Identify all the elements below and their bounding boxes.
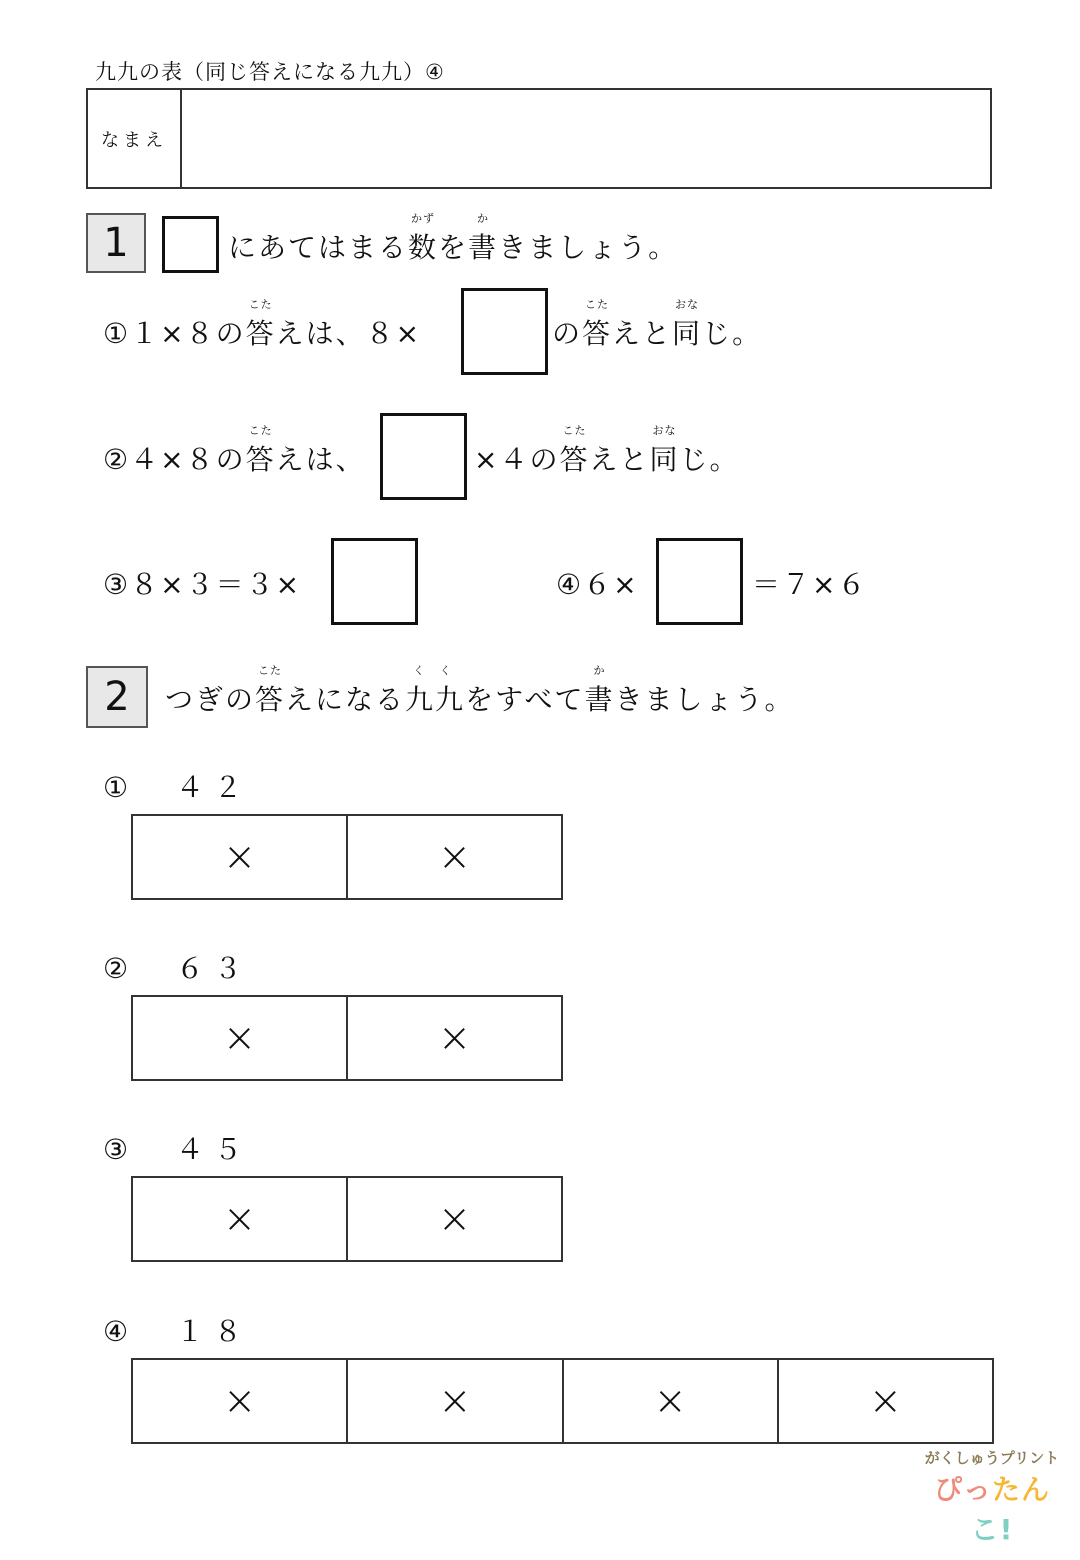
kanji-text: 同 [672,317,703,350]
section-1-number: 1 [86,213,146,273]
ruby-kazu [408,212,439,266]
answer-cell[interactable]: × [868,1378,903,1424]
ruby-ka [468,212,499,266]
problem-1-1-tail [552,298,763,352]
logo-title [922,1468,1062,1548]
problem-1-4-tail: ＝７×６ [752,568,868,601]
problem-id: ③ [103,568,131,601]
problem-id: ④ [556,568,584,601]
kanji-text: 書 [468,231,499,264]
answer-box-1-3[interactable] [331,538,418,625]
answer-cell[interactable]: × [133,1178,348,1260]
ruby-text: こた [248,424,273,437]
item-id: ① [103,771,139,804]
ruby-text: こた [562,424,587,437]
ruby-text: おな [675,298,700,311]
ruby-text: く く [413,664,457,677]
ruby-kota [582,298,613,352]
instr-text: きましょう。 [498,231,679,264]
answer-cell[interactable]: × [133,1360,348,1442]
ruby-kota [255,664,286,718]
item-value: ６３ [175,952,252,985]
name-label: なまえ [88,90,182,187]
ruby-ona [649,424,680,478]
problem-text: １×８の [130,317,246,350]
item-id: ③ [103,1133,139,1166]
kanji-text: 同 [649,443,680,476]
item-value: １８ [175,1315,252,1348]
ruby-text: こた [585,298,610,311]
ruby-text: こた [248,298,273,311]
answer-box-1-4[interactable] [656,538,743,625]
ruby-kota [245,298,276,352]
problem-text: えと [612,317,673,350]
instr-text: をすべて [465,683,585,716]
ruby-kota [559,424,590,478]
kanji-text: 答 [582,317,613,350]
problem-1-4 [556,563,639,603]
instr-text: きましょう。 [614,683,795,716]
kanji-text: 書 [584,683,615,716]
item-value: ４２ [175,771,252,804]
logo-part: こ! [970,1513,1014,1546]
problem-text: えと [589,443,650,476]
problem-id: ① [103,317,131,350]
answer-grid-2-3 [131,1176,563,1262]
answer-cell[interactable]: × [564,1360,779,1442]
problem-1-2 [103,424,366,478]
item-id: ④ [103,1315,139,1348]
instr-text: えになる [285,683,406,716]
answer-cell[interactable]: × [437,1196,472,1242]
ruby-text: か [477,212,490,225]
blank-box-sample [162,216,219,273]
item-2-4-label [103,1310,252,1350]
problem-1-2-tail [474,424,740,478]
answer-cell[interactable]: × [437,1015,472,1061]
problem-text: えは、８× [275,317,422,350]
ruby-text: かず [411,212,436,225]
answer-grid-2-2 [131,995,563,1081]
brand-logo [922,1447,1062,1548]
section-2-number: 2 [86,666,148,728]
answer-box-1-2[interactable] [380,413,467,500]
item-id: ② [103,952,139,985]
problem-text: えは、 [275,443,366,476]
kanji-text: 九九 [405,683,466,716]
problem-text: ４×８の [130,443,246,476]
kanji-text: 答 [245,443,276,476]
answer-box-1-1[interactable] [461,288,548,375]
answer-grid-2-1 [131,814,563,900]
problem-text: じ。 [702,317,763,350]
problem-1-1 [103,298,422,352]
problem-1-3 [103,563,301,603]
ruby-text: おな [652,424,677,437]
instr-text: にあてはまる [228,231,409,264]
ruby-ona [672,298,703,352]
problem-text: ６× [583,568,639,601]
instr-text: つぎの [165,683,256,716]
answer-cell[interactable]: × [133,816,348,898]
answer-cell[interactable]: × [348,1360,563,1442]
problem-id: ② [103,443,131,476]
problem-text: じ。 [679,443,740,476]
item-2-3-label [103,1128,252,1168]
kanji-text: 答 [245,317,276,350]
problem-text: の [552,317,583,350]
ruby-text: か [593,664,606,677]
answer-cell[interactable]: × [437,834,472,880]
kanji-text: 数 [408,231,439,264]
ruby-ka [584,664,615,718]
worksheet-title: 九九の表（同じ答えになる九九）④ [95,60,445,84]
section-2-instruction [165,664,795,718]
ruby-text: こた [258,664,283,677]
kanji-text: 答 [255,683,286,716]
logo-part: たん [992,1473,1051,1506]
item-2-1-label [103,766,252,806]
problem-text: ×４の [474,443,560,476]
ruby-kuku [405,664,466,718]
item-value: ４５ [175,1133,252,1166]
item-2-2-label [103,947,252,987]
answer-grid-2-4 [131,1358,994,1444]
logo-subtitle: がくしゅうプリント [924,1449,1060,1467]
ruby-kota [245,424,276,478]
instr-text: を [438,231,469,264]
problem-text: ８×３＝３× [130,568,302,601]
section-1-instruction [228,212,679,266]
name-field[interactable] [86,88,992,189]
kanji-text: 答 [559,443,590,476]
answer-cell[interactable]: × [133,997,348,1079]
logo-part: ぴっ [933,1473,992,1506]
